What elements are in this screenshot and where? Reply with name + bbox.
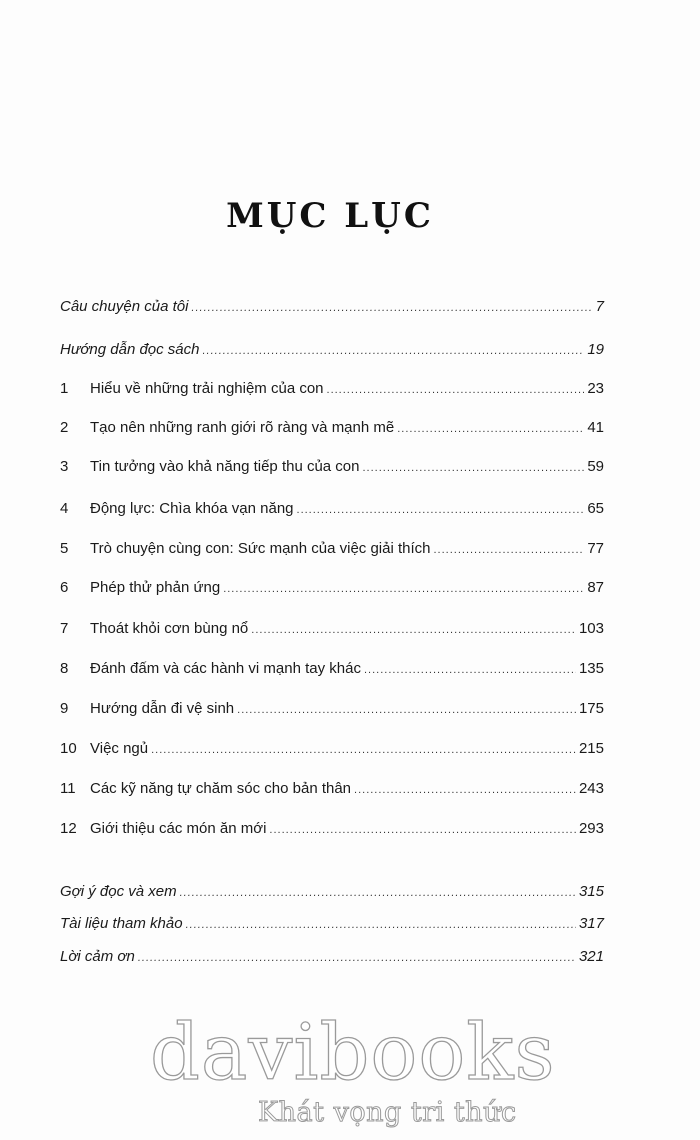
toc-entry-page: 23 [587, 380, 604, 397]
toc-entry-label: Giới thiệu các món ăn mới [90, 820, 267, 837]
toc-entry [60, 298, 604, 317]
chapter-number: 9 [60, 700, 69, 717]
chapter-number: 7 [60, 620, 69, 637]
toc-entry-page: 293 [578, 820, 604, 837]
watermark-slogan: Khát vọng tri thức [258, 1097, 517, 1128]
chapter-number: 5 [60, 540, 69, 557]
chapter-number: 12 [60, 820, 77, 837]
dot-leader [203, 342, 585, 360]
toc-entry-label: Tạo nên những ranh giới rõ ràng và mạnh mẽ [90, 419, 395, 436]
toc-entry-label: Tài liệu tham khảo [60, 915, 183, 932]
dot-leader [363, 459, 585, 477]
toc-entry [60, 341, 604, 360]
dot-leader [397, 420, 584, 438]
page-title: MỤC LỤC [226, 196, 434, 236]
chapter-number: 6 [60, 579, 69, 596]
toc-entry-label: Câu chuyện của tôi [60, 298, 189, 315]
toc-entry [60, 419, 604, 438]
toc-entry-page: 321 [578, 948, 604, 965]
toc-entry-label: Tin tưởng vào khả năng tiếp thu của con [90, 458, 360, 475]
watermark-brand: davibooks [150, 1008, 556, 1098]
toc-entry [60, 820, 604, 839]
chapter-number: 4 [60, 500, 69, 517]
toc-entry [60, 948, 604, 967]
dot-leader [434, 541, 585, 559]
toc-entry-label: Trò chuyện cùng con: Sức mạnh của việc giải thích [90, 540, 431, 557]
toc-entry [60, 700, 604, 719]
chapter-number: 2 [60, 419, 69, 436]
toc-entry-page: 175 [578, 700, 604, 717]
toc-entry-page: 135 [578, 660, 604, 677]
chapter-number: 3 [60, 458, 69, 475]
toc-entry-page: 103 [578, 620, 604, 637]
toc-entry-label: Hiểu về những trải nghiệm của con [90, 380, 324, 397]
toc-entry [60, 540, 604, 559]
dot-leader [191, 299, 592, 317]
toc-entry-page: 77 [587, 540, 604, 557]
toc-entry-page: 87 [587, 579, 604, 596]
toc-entry-label: Hướng dẫn đi vệ sinh [90, 700, 235, 717]
toc-entry [60, 660, 604, 679]
toc-entry [60, 500, 604, 519]
toc-entry-label: Việc ngủ [90, 740, 149, 757]
watermark [0, 1008, 700, 1138]
toc-entry-label: Lời cảm ơn [60, 948, 135, 965]
dot-leader [237, 701, 576, 719]
chapter-number: 10 [60, 740, 77, 757]
dot-leader [138, 949, 576, 967]
toc-entry-label: Thoát khỏi cơn bùng nổ [90, 620, 249, 637]
toc-entry [60, 458, 604, 477]
dot-leader [251, 621, 576, 639]
toc-entry-label: Đánh đấm và các hành vi mạnh tay khác [90, 660, 361, 677]
dot-leader [327, 381, 585, 399]
toc-entry [60, 780, 604, 799]
toc-entry-page: 243 [578, 780, 604, 797]
toc-entry-label: Phép thử phản ứng [90, 579, 221, 596]
toc-entry-page: 215 [578, 740, 604, 757]
dot-leader [297, 501, 585, 519]
toc-entry [60, 883, 604, 902]
toc-entry-label: Động lực: Chìa khóa vạn năng [90, 500, 294, 517]
dot-leader [151, 741, 576, 759]
toc-entry-page: 7 [595, 298, 604, 315]
toc-entry-page: 59 [587, 458, 604, 475]
toc-entry-label: Gợi ý đọc và xem [60, 883, 177, 900]
dot-leader [354, 781, 576, 799]
toc-entry-page: 315 [578, 883, 604, 900]
toc-entry [60, 380, 604, 399]
toc-entry [60, 579, 604, 598]
toc-entry [60, 620, 604, 639]
dot-leader [223, 580, 584, 598]
toc-entry-page: 41 [587, 419, 604, 436]
chapter-number: 11 [60, 780, 76, 797]
toc-entry-label: Các kỹ năng tự chăm sóc cho bản thân [90, 780, 352, 797]
toc-entry-page: 19 [587, 341, 604, 358]
dot-leader [180, 884, 576, 902]
dot-leader [364, 661, 576, 679]
dot-leader [186, 916, 576, 934]
chapter-number: 8 [60, 660, 69, 677]
toc-entry-page: 65 [587, 500, 604, 517]
chapter-number: 1 [60, 380, 69, 397]
toc-entry-page: 317 [578, 915, 604, 932]
toc-entry-label: Hướng dẫn đọc sách [60, 341, 200, 358]
dot-leader [269, 821, 576, 839]
toc-entry [60, 740, 604, 759]
toc-entry [60, 915, 604, 934]
